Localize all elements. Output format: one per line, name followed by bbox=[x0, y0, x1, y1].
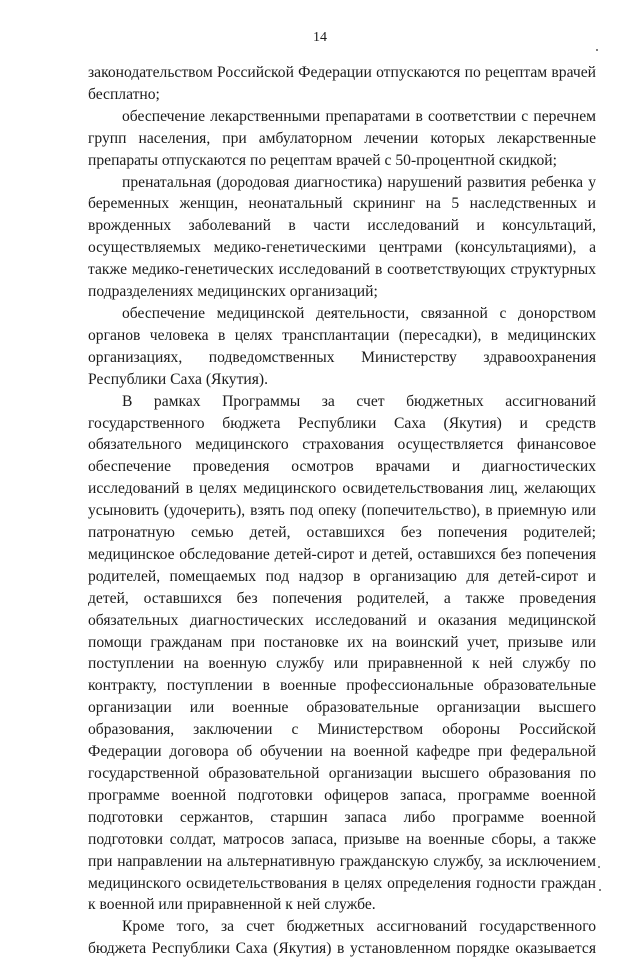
paragraph-additionally: Кроме того, за счет бюджетных ассигнований государственного бюджета Республики Саха (Якутия) в установленном порядке оказывается bbox=[88, 918, 596, 958]
body-text bbox=[88, 62, 596, 960]
paragraph-program-financing: В рамках Программы за счет бюджетных ассигнований государственного бюджета Республики Саха (Якутия) и средств обязательного медицинского страхования осуществляется финансовое обеспечение проведения осмотров врачами и диагностических исследований в целях медицинского освидетельствования лиц, желающих усыновить (удочерить), взять под опеку (попечительство), в приемную или патронатную семью детей, оставшихся без попечения родителей; медицинское обследование детей-сирот и детей, оставшихся без попечения родителей, помещаемых под надзор в организацию для детей-сирот и детей, оставшихся без попечения родителей, а также проведения обязательных диагностических исследований и оказания медицинской помощи гражданам при постановке их на воинский учет, призыве или поступлении на военную службу или приравненной к ней службу по контракту, поступлении в военные профессиональные образовательные организации или военные образовательные организации высшего образования, заключении с Министерством обороны Российской Федерации договора об обучении на военной кафедре при федеральной государственной образовательной организации высшего образования по программе военной подготовки офицеров запаса, программе военной подготовки сержантов, старшин запаса либо программе военной подготовки солдат, матросов запаса, призыве на военные сборы, а также при направлении на альтернативную гражданскую службу, за исключением медицинского освидетельствования в целях определения годности граждан к военной или приравненной к ней службе. bbox=[88, 392, 596, 914]
paragraph-prenatal-diagnostics: пренатальная (дородовая диагностика) нарушений развития ребенка у беременных женщин, неонатальный скрининг на 5 наследственных и врожденных заболеваний в части исследований и консультаций, осуществляемых медико-генетическими центрами (консультациями), а также медико-генетических исследований в соответствующих структурных подразделениях медицинских организаций; bbox=[88, 173, 596, 301]
paragraph-drug-discount: обеспечение лекарственными препаратами в соответствии с перечнем групп населения, при амбулаторном лечении которых лекарственные препараты отпускаются по рецептам врачей с 50-процентной скидкой; bbox=[88, 107, 596, 169]
paragraph-continuation: законодательством Российской Федерации отпускаются по рецептам врачей бесплатно; bbox=[88, 64, 596, 103]
page-number: 14 bbox=[313, 30, 327, 45]
scan-speck-top-right bbox=[596, 49, 598, 51]
scan-speck-bottom-right-lower bbox=[599, 889, 601, 891]
scan-speck-bottom-right bbox=[598, 866, 600, 868]
paragraph-organ-donation: обеспечение медицинской деятельности, связанной с донорством органов человека в целях трансплантации (пересадки), в медицинских организациях, подведомственных Министерству здравоохранения Республики Саха (Якутия). bbox=[88, 304, 596, 388]
